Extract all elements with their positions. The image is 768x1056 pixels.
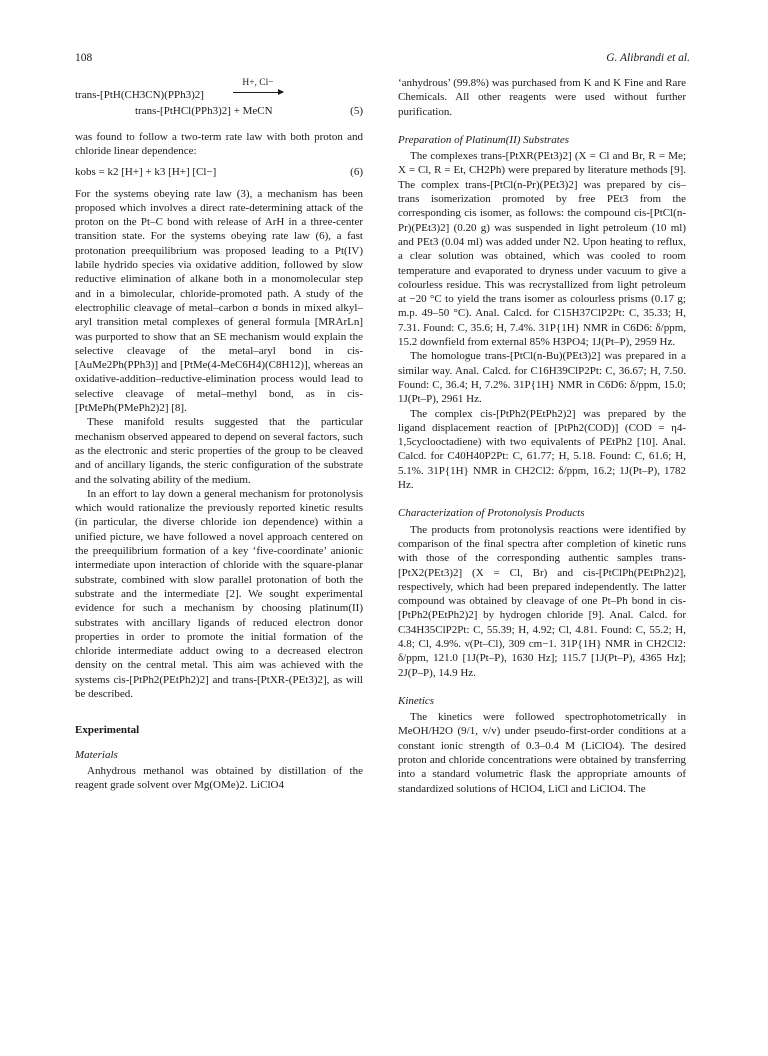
equation-number: (5) (350, 105, 363, 117)
subsection-heading-characterization: Characterization of Protonolysis Products (398, 507, 585, 520)
paragraph: The complex cis-[PtPh2(PEtPh2)2] was prepared by the ligand displacement reaction of [PtPh2(COD)] (COD = η4-1,5cyclooctadiene) with two equivalents of PEtPh2 [10]. Anal. Calcd. for C40H40P2Pt: C, 61.77; H, 5.18. Found: C, 61.6; H, 5.1%. 31P{1H} NMR in CH2Cl2: δ/ppm, 16.2; 1J(Pt–P), 1782 Hz. (398, 407, 686, 492)
reaction-product: trans-[PtHCl(PPh3)2] + MeCN (135, 105, 273, 117)
paragraph: The complexes trans-[PtXR(PEt3)2] (X = Cl and Br, R = Me; X = Cl, R = Et, CH2Ph) were prepared by literature methods [9]. The complex trans-[PtCl(n-Pr)(PEt3)2] was prepared by cis–trans isomerization promoted by free PEt3 from the corresponding cis isomer, as follows: the compound cis-[PtCl(n-Pr)(PEt3)2] (0.20 g) was suspended in light petroleum (10 ml) and PEt3 (0.04 ml) was added under N2. Upon heating to reflux, a clear solution was obtained, which was cooled to room temperature and evaporated to dryness under vacuum to give a colourless residue. This was recrystallized from light petroleum at −20 °C to yield the trans isomer as colourless prisms (0.17 g; m.p. 49–50 °C). Anal. Calcd. for C15H37ClP2Pt: C, 35.33; H, 7.31. Found: C, 35.6; H, 7.4%. 31P{1H} NMR in C6D6: δ/ppm, 15.2 downfield from external 85% H3PO4; 1J(Pt–P), 2959 Hz. (398, 150, 686, 349)
paragraph: In an effort to lay down a general mechanism for protonolysis which would rationalize the previously reported kinetic results (in particular, the diverse chloride ion dependence) within a unified picture, we have followed a novel approach centered on the preequilibrium formation of a key ‘five-coordinate’ anionic intermediate upon interaction of chloride with the square-planar substrate, combined with slow parallel protonation of both the substrate and the intermediate [2]. We sought experimental evidence for such a mechanism by choosing platinum(II) substrates with ancillary ligands of reduced electron donor properties in order to promote the initial formation of the chloride intermediate adduct owing to a decreased electron density on the central metal. This aim was achieved with the systems cis-[PtPh2(PEtPh2)2] and trans-[PtXR-(PEt3)2], as will be described. (75, 487, 363, 700)
paragraph: These manifold results suggested that the particular mechanism observed appeared to depend on several factors, such as the electronic and steric properties of the group to be cleaved and of ancillary ligands, the steric configuration of the substrate and the solvating ability of the medium. (75, 416, 363, 486)
left-column (75, 76, 363, 792)
paragraph: The kinetics were followed spectrophotometrically in MeOH/H2O (9/1, v/v) under pseudo-first-order conditions at a constant ionic strength of 0.3–0.4 M (LiClO4). The desired proton and chloride concentrations were obtained by transferring into a standard volumetric flask the appropriate amounts of standardized solutions of HClO4, LiCl and LiClO4. The (398, 711, 686, 795)
paragraph: The products from protonolysis reactions were identified by comparison of the final spectra after completion of kinetic runs with those of the corresponding authentic samples trans-[PtX2(PEt3)2] (X = Cl, Br) and cis-[PtClPh(PEtPh2)2], respectively, which had been prepared independently. The latter compound was obtained by cleavage of one Pt–Ph bond in cis-[PtPh2(PEtPh2)2] by hydrogen chloride [9]. Anal. Calcd. for C34H35ClP2Pt: C, 55.39; H, 4.92; Cl, 4.81. Found: C, 55.2; H, 4.8; Cl, 4.9%. ν(Pt–Cl), 309 cm−1. 31P{1H} NMR in CH2Cl2: δ/ppm, 121.0 [1J(Pt–P), 1630 Hz]; 115.7 [1J(Pt–P), 4365 Hz]; 2J(P–P), 14.9 Hz. (398, 523, 686, 679)
subsection-heading-kinetics: Kinetics (398, 694, 435, 707)
paragraph: ‘anhydrous’ (99.8%) was purchased from K and K Fine and Rare Chemicals. All other reagents were used without further purification. (398, 77, 686, 118)
equation-body: kobs = k2 [H+] + k3 [H+] [Cl−] (75, 165, 217, 178)
reaction-equation-5 (75, 76, 363, 120)
paragraph: The homologue trans-[PtCl(n-Bu)(PEt3)2] was prepared in a similar way. Anal. Calcd. for C16H39ClP2Pt: C, 36.67; H, 7.50. Found: C, 36.4; H, 7.2%. 31P{1H} NMR in C6D6: δ/ppm, 15.0; 1J(Pt–P), 2961 Hz. (398, 350, 686, 406)
section-heading-experimental: Experimental (75, 724, 140, 737)
rate-law-equation-6 (75, 165, 363, 181)
right-column (398, 76, 686, 796)
equation-number: (6) (350, 165, 363, 178)
running-header-authors: G. Alibrandi et al. (606, 52, 690, 64)
arrow-line-icon (233, 92, 283, 93)
reaction-reactant: trans-[PtH(CH3CN)(PPh3)2] (75, 89, 204, 101)
subsection-heading-preparation: Preparation of Platinum(II) Substrates (398, 133, 569, 146)
subsection-heading-materials: Materials (75, 748, 118, 761)
paragraph: For the systems obeying rate law (3), a mechanism has been proposed which involves a direct rate-determining attack of the proton on the Pt–C bond with release of ArH in a three-center transition state. For the systems obeying rate law (6), a fast protonation preequilibrium was proposed leading to a Pt(IV) labile hydrido species via oxidative addition, followed by slow reductive elimination of alkane both in a monomolecular step and in a bimolecular, chloride-promoted path. A study of the electrophilic cleavage of metal–carbon σ bonds in mixed alkyl–aryl transition metal complexes of general formula [MRArLn] was purported to show that an SE mechanism would explain the selective cleavage of the metal–aryl bond in cis-[AuMe2Ph(PPh3)] and [PtMe(4-MeC6H4)(C8H12)], whereas an oxidative-addition–reductive-elimination process would lead to selective cleavage of metal–methyl bond, as in cis-[PtMePh(PMePh2)2] [8]. (75, 187, 363, 415)
reaction-arrow (233, 76, 283, 93)
page-number: 108 (75, 52, 93, 64)
paragraph: Anhydrous methanol was obtained by distillation of the reagent grade solvent over Mg(OMe)2. LiClO4 (75, 764, 363, 792)
reaction-arrow-label: H+, Cl− (242, 78, 274, 88)
paragraph: was found to follow a two-term rate law with both proton and chloride linear dependence: (75, 131, 363, 158)
